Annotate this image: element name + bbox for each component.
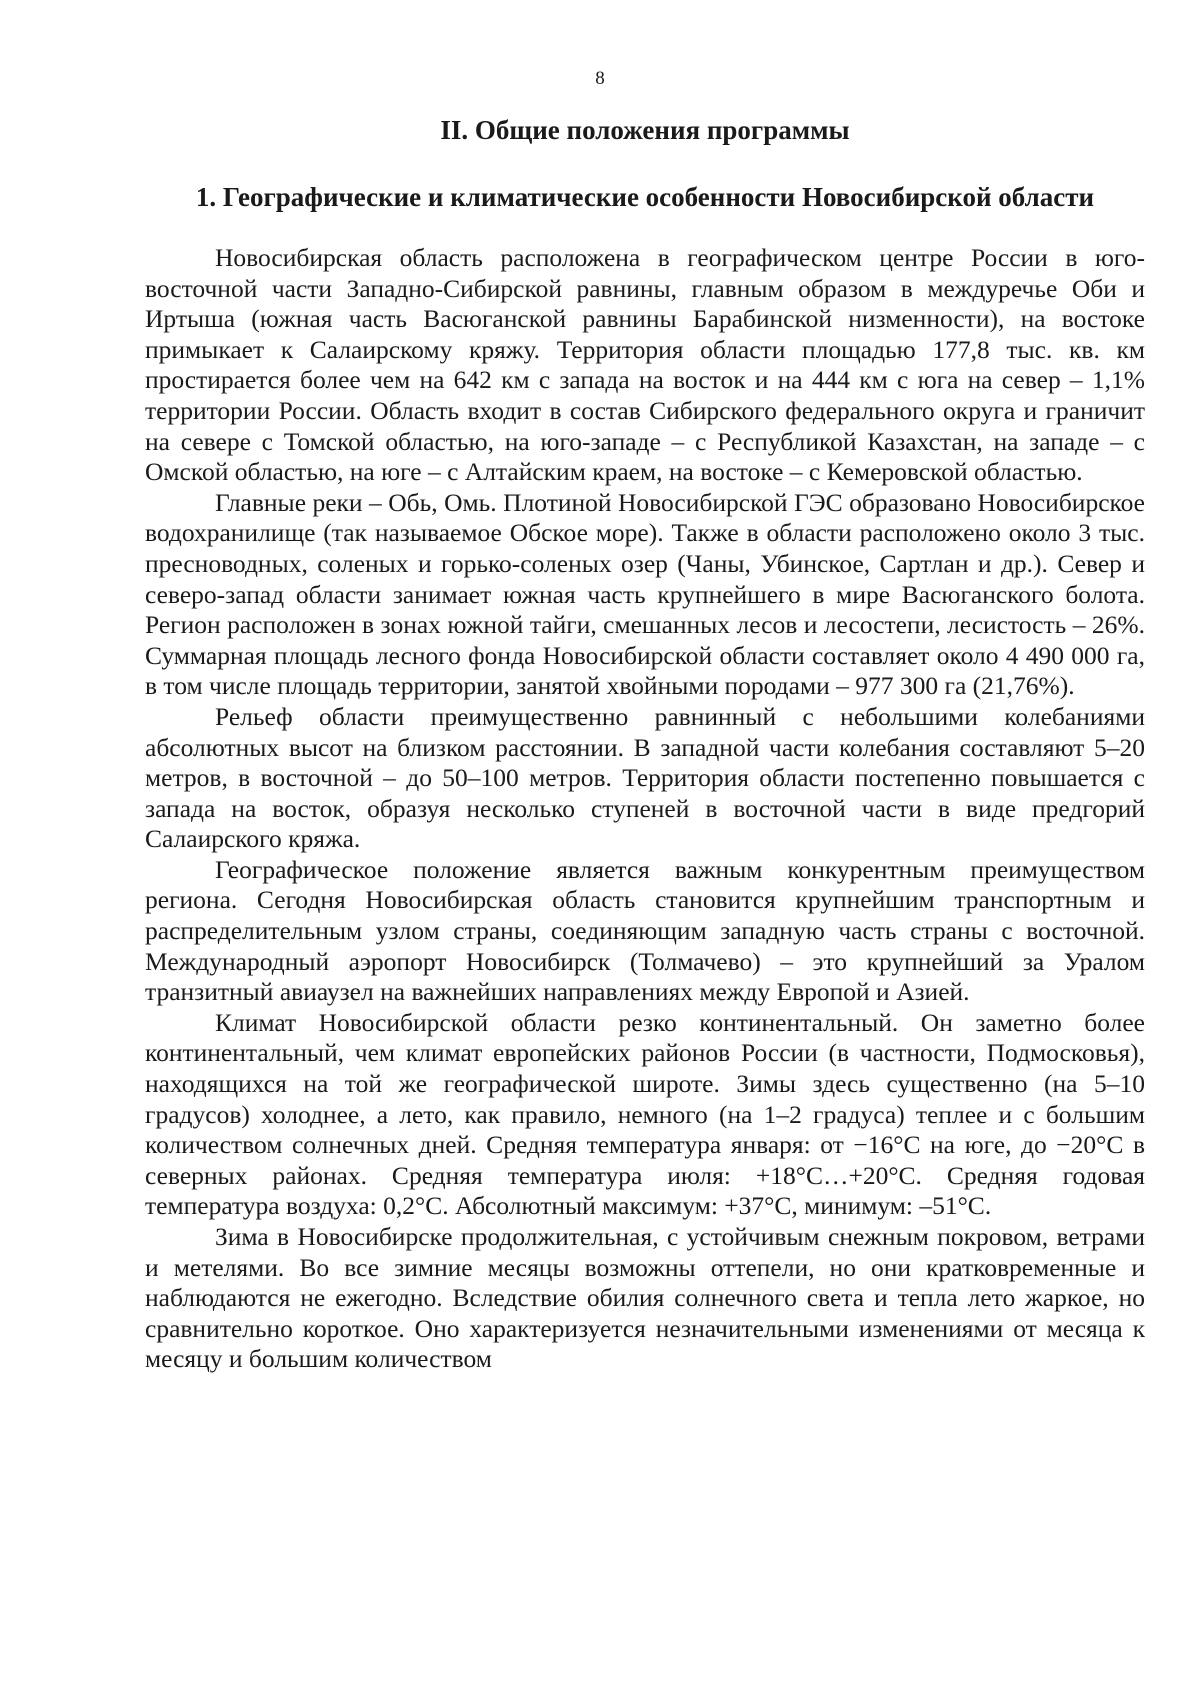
- paragraph-location-advantage: Географическое положение является важным конкурентным преимуществом региона. Сегодня Новосибирская область становится крупнейшим транспортным и распределительным узлом страны, соединяющим западную часть страны с восточной. Международный аэропорт Новосибирск (Толмачево) – это крупнейший за Уралом транзитный авиаузел на важнейших направлениях между Европой и Азией.: [145, 854, 1145, 1007]
- paragraph-climate: Климат Новосибирской области резко континентальный. Он заметно более континентальный, чем климат европейских районов России (в частности, Подмосковья), находящихся на той же географической широте. Зимы здесь существенно (на 5–10 градусов) холоднее, а лето, как правило, немного (на 1–2 градуса) теплее и с большим количеством солнечных дней. Средняя температура января: от −16°С на юге, до −20°С в северных районах. Средняя температура июля: +18°С…+20°С. Средняя годовая температура воздуха: 0,2°С. Абсолютный максимум: +37°С, минимум: –51°С.: [145, 1007, 1145, 1221]
- paragraph-rivers: Главные реки – Обь, Омь. Плотиной Новосибирской ГЭС образовано Новосибирское водохранилище (так называемое Обское море). Также в области расположено около 3 тыс. пресноводных, соленых и горько-соленых озер (Чаны, Убинское, Сартлан и др.). Север и северо-запад области занимает южная часть крупнейшего в мире Васюганского болота. Регион расположен в зонах южной тайги, смешанных лесов и лесостепи, лесистость – 26%. Суммарная площадь лесного фонда Новосибирской области составляет около 4 490 000 га, в том числе площадь территории, занятой хвойными породами – 977 300 га (21,76%).: [145, 487, 1145, 701]
- paragraph-geography: Новосибирская область расположена в географическом центре России в юго-восточной части Западно-Сибирской равнины, главным образом в междуречье Оби и Иртыша (южная часть Васюганской равнины Барабинской низменности), на востоке примыкает к Салаирскому кряжу. Территория области площадью 177,8 тыс. кв. км простирается более чем на 642 км с запада на восток и на 444 км с юга на север – 1,1% территории России. Область входит в состав Сибирского федерального округа и граничит на севере с Томской областью, на юго-западе – с Республикой Казахстан, на западе – с Омской областью, на юге – с Алтайским краем, на востоке – с Кемеровской областью.: [145, 243, 1145, 487]
- subsection-title: 1. Географические и климатические особенности Новосибирской области: [195, 182, 1095, 212]
- paragraph-relief: Рельеф области преимущественно равнинный с небольшими колебаниями абсолютных высот на близком расстоянии. В западной части колебания составляют 5–20 метров, в восточной – до 50–100 метров. Территория области постепенно повышается с запада на восток, образуя несколько ступеней в восточной части в виде предгорий Салаирского кряжа.: [145, 701, 1145, 854]
- page-number: 8: [595, 68, 605, 89]
- paragraph-winter: Зима в Новосибирске продолжительная, с устойчивым снежным покровом, ветрами и метелями. Во все зимние месяцы возможны оттепели, но они кратковременные и наблюдаются не ежегодно. Вследствие обилия солнечного света и тепла лето жаркое, но сравнительно короткое. Оно характеризуется незначительными изменениями от месяца к месяцу и большим количеством: [145, 1222, 1145, 1374]
- body-text: [145, 243, 1145, 1375]
- section-title: II. Общие положения программы: [440, 115, 850, 145]
